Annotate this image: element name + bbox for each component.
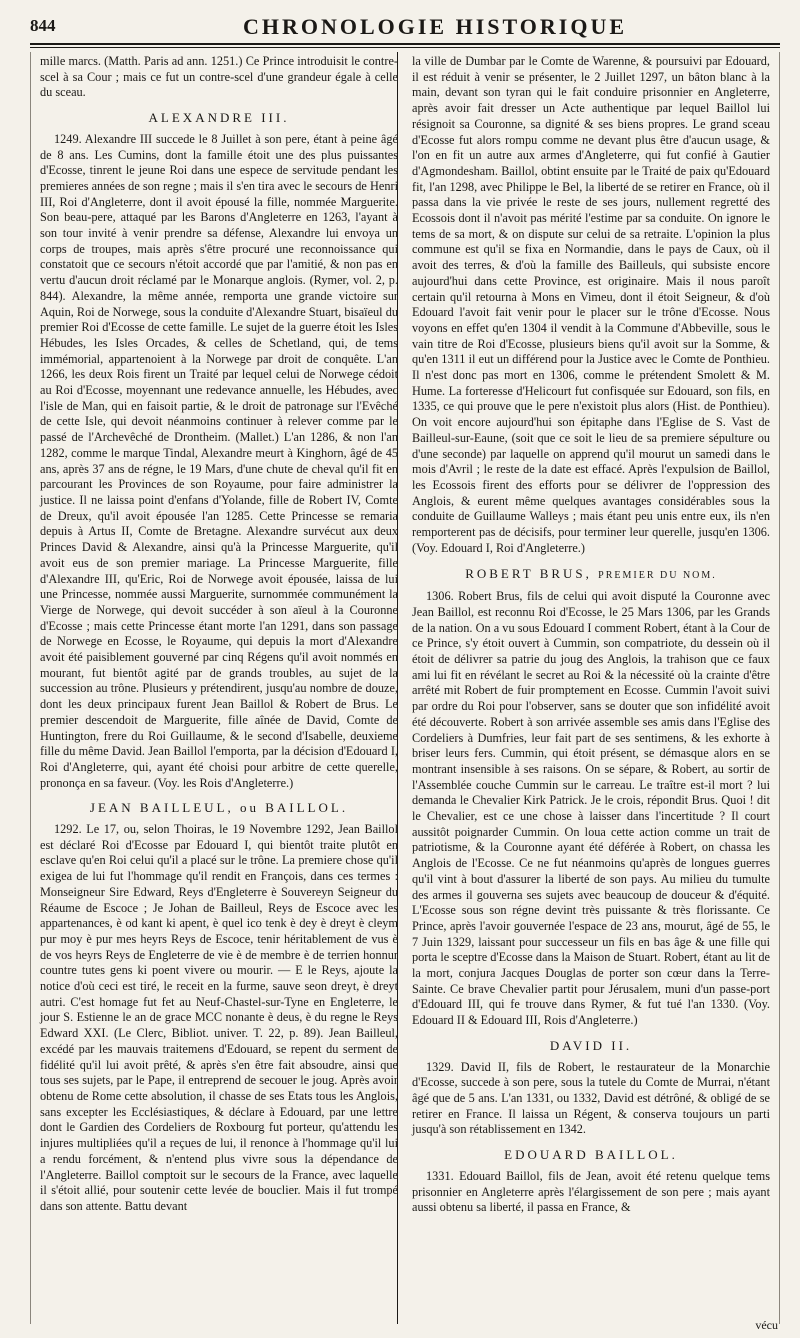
header-rule-thin [30,47,780,48]
left-column [40,54,398,1217]
right-column [412,54,770,1218]
section-title-david: DAVID II. [549,1037,633,1053]
catchword: vécu [755,1318,778,1332]
header-rule [30,43,780,45]
paragraph-jean-baillol: 1292. Le 17, ou, selon Thoiras, le 19 Novembre 1292, Jean Baillol est déclaré Roi d'Ecosse par Edouard I, qui bientôt traite plutôt en esclave qu'en Roi celui qu'il a placé sur le trône. La premiere chose qu'il exigea de lui fut l'hommage qu'il rendit en François, dans ces termes : Monseigneur Sire Edward, Reys d'Engleterre è Souvereyn Seigneur du Réaume de Escoce ; Je Johan de Bailleul, Reys de Escoce avec les appartenances, è od kant ki apent, è quel ico tenk è dey è dreyt è cleym pur moy è pur mes heyrs Reys de Escoce, tenir héritablement de vus è de vos heyrs Reys de Engleterre de vie è de membre è de terrien honnur countre tutes gens ki poent vivere ou mourir. — E le Reys, ajoute la notice d'où ceci est tiré, le receit en la furme, sauve seon dreyt, è dreyt autri. C'est homage fut fet au Neuf-Chastel-sur-Tyne en Engleterre, le jour S. Estienne le an de grace MCC nonante è deus, è du regne le Reys Edward XXI. (Le Clerc, Bibliot. univer. T. 22, p. 89). Jean Bailleul, excédé par les mauvais traitemens d'Edouard, se repent du serment de fidélité qu'il lui avoit prêté, & après s'en être fait absoudre, ainsi que tous ses sujets, par le Pape, il entreprend de secouer le joug. Après avoir obtenu de Rome cette absolution, il chasse de ses Etats tous les Anglois, sans excepter les Ecclésiastiques, & déclare à Edouard, par une lettre dont le Gardien des Cordeliers de Roxbourg fut porteur, qu'attendu les injures multipliées qu'il a reçues de lui, il renonce à l'hommage qu'il lui a rendu forcément, & n'entend plus vivre sous la dépendance de l'Angleterre. Baillol comptoit sur le secours de la France, avec laquelle il s'étoit allié, pour soutenir cette levée de bouclier. Mais il fut trompé dans son attente. Battu devant [40,822,398,1213]
section-title-alexandre: ALEXANDRE III. [148,110,290,126]
paragraph-alexandre: 1249. Alexandre III succede le 8 Juillet à son pere, étant à peine âgé de 8 ans. Les Cumins, dont la famille étoit une des plus puissantes d'Ecosse, tinrent le jeune Roi dans une espece de servitude pendant les premieres années de son regne ; mais il s'en tira avec le secours de Henri III, Roi d'Angleterre, dont il avoit épousé la fille, nommée Marguerite. Son beau-pere, attaqué par les Barons d'Angleterre en 1263, l'ayant à son tour invité à venir prendre sa défense, Alexandre lui envoya un corps de troupes, mais après s'être procuré une reconnoissance qui constatoit que ce secours n'étoit accordé que par l'amitié, & non pas en vertu d'aucun droit réclamé par le Monarque anglois. (Rymer, vol. 2, p. 844). Alexandre, la même année, remporta une grande victoire sur Aquin, Roi de Norwege, sous la conduite d'Alexandre Stuart, bisaïeul du premier Roi d'Ecosse de cette famille. Le sujet de la guerre étoit les Isles Hébudes, les Isles Orcades, & celles de Schetland, qui, de tems immémorial, appartenoient à la Norwege par droit de conquête. L'an 1266, les deux Rois firent un Traité par lequel celui de Norwege cédoit au Roi d'Ecosse, moyennant une redevance annuelle, les Hébudes, avec l'isle de Man, qui en faisoit partie, & le droit de patronage sur l'Evêché de cette Isle, qui devoit néanmoins continuer à relever comme par le passé de l'Archevêché de Drontheim. (Mallet.) L'an 1286, & non l'an 1282, comme le marque Tindal, Alexandre meurt à Kinghorn, âgé de 45 ans, après 37 ans de régne, le 19 Mars, d'une chute de cheval qu'il fit en parcourant les Provinces de son Royaume, pour faire administrer la justice. Il ne laissa point d'enfans d'Yolande, fille de Robert IV, Comte de Dreux, qu'il avoit épousée l'an 1285. Cette Princesse se remaria depuis à Artus II, Comte de Bretagne. Alexandre survécut aux deux Princes David & Alexandre, ainsi qu'à la Princesse Marguerite, qu'il avoit eus de son premier mariage. La Princesse Marguerite, fille d'Alexandre III, qu'Eric, Roi de Norwege avoit épousée, laissa de lui une Princesse, nommée aussi Marguerite, surnommée communément la Vierge de Norwege, qui devoit succéder à son aïeul à la Couronne d'Ecosse ; mais cette Princesse étant morte l'an 1291, dans son passage de Norwege en Ecosse, le Royaume, qui depuis la mort d'Alexandre avoit été paisiblement gouverné par cinq Régens qu'il avoit nommés en mourant, fut bientôt agité par de grands troubles, au sujet de la succession au trône. Plusieurs y prétendirent, jusqu'au nombre de douze, dont les deux principaux furent Jean Baillol & Robert de Brus. Le premier descendoit de Marguerite, fille aînée de David, Comte de Huntington, frere du Roi Guillaume, & le second d'Isabelle, deuxieme fille du même David. Jean Baillol l'emporta, par la décision d'Edouard I, Roi d'Angleterre, qui, ayant été choisi pour arbitre de cette querelle, prononça en sa faveur. (Voy. les Rois d'Angleterre.) [40,131,398,790]
robert-brus-subtitle: PREMIER DU NOM. [598,569,717,581]
paragraph-edouard-baillol: 1331. Edouard Baillol, fils de Jean, avoit été retenu quelque tems prisonnier en Angleterre après l'élargissement de son pere ; mais ayant aussi obtenu sa liberté, il passa en France, & [412,1168,770,1215]
intro-paragraph: mille marcs. (Matth. Paris ad ann. 1251.) Ce Prince introduisit le contre-scel à sa Cour ; mais ce fut un contre-scel d'une grandeur égale à celle du sceau. [40,54,398,100]
section-title-jean-baillol: JEAN BAILLEUL, ou BAILLOL. [89,800,349,816]
robert-brus-name: ROBERT BRUS, [465,565,592,581]
section-title-edouard-baillol: EDOUARD BAILLOL. [504,1147,678,1163]
running-title: CHRONOLOGIE HISTORIQUE [242,14,628,39]
paragraph-david: 1329. David II, fils de Robert, le restaurateur de la Monarchie d'Ecosse, succede à son pere, sous la tutele du Comte de Murrai, n'étant âgé que de 5 ans. L'an 1331, ou 1332, David est détrôné, & obligé de se retirer en France. Il laissa un Régent, & conserva toujours un parti jusqu'à son rétablissement en 1342. [412,1059,770,1137]
page-header [30,12,780,42]
right-margin-rule [779,52,780,1324]
left-margin-rule [30,52,31,1324]
paragraph-robert-brus: 1306. Robert Brus, fils de celui qui avoit disputé la Couronne avec Jean Baillol, est reconnu Roi d'Ecosse, le 25 Mars 1306, par les Grands de la nation. On a vu sous Edouard I comment Robert, étant à la Cour de ce Prince, s'y étoit ouvert à Cummin, son compatriote, du dessein où il étoit de délivrer sa patrie du joug des Anglois, la trahison que ce faux ami lui fit en révélant le secret au Roi & la nécessité où la crainte d'être arrêté mit Robert de fuir promptement en Ecosse. Cummin l'avoit suivi par ordre du Roi pour l'observer, sans se douter que son infidélité avoit été découverte. Robert à son arrivée assemble ses amis dans l'Eglise des Cordeliers à Dumfries, leur fait part de ses sentimens, & les exhorte à briser leurs fers. Cummin, qui étoit présent, se démasque alors en se montrant insensible à ses raisons. On se sépare, & Robert, au sortir de l'Assemblée couche Cummin sur le carreau. Le traître est-il mort ? lui demanda le Chevalier Kirk Patrick. Je le crois, répondit Brus. Quoi ! dit le Chevalier, est ce une chose à laisser dans l'incertitude ? Il court aussitôt poignarder Cummin. On loua cette action comme un trait de patriotisme, & la Couronne ayant été déférée à Robert, on chassa les Anglois de l'Ecosse. Ce ne fut néanmoins qu'après de longues guerres qu'il vint à bout d'assurer la liberté de son pays. Au milieu du tumulte des armes il gouverna ses sujets avec beaucoup de douceur & d'équité. L'Ecosse sous son régne devint très puissante & très florissante. Ce Prince, après l'avoir gouvernée l'espace de 23 ans, mourut, âgé de 55, le 7 Juin 1329, laissant pour successeur un fils en bas âge & une fille qui porta le sceptre d'Ecosse dans la Maison de Stuart. Robert, étant au lit de la mort, conjura Jacques Douglas de porter son cœur dans la Terre-Sainte. Ce brave Chevalier partit pour Jérusalem, muni d'un passe-port d'Edouard III, qui fe trouve dans Rymer, & fut tué l'an 1330. (Voy. Edouard II & Edouard III, Rois d'Angleterre.) [412,589,770,1028]
page-number: 844 [30,16,56,35]
section-title-robert-brus [412,566,770,584]
paragraph-baillol-continued: la ville de Dumbar par le Comte de Warenne, & poursuivi par Edouard, il est réduit à venir se présenter, le 2 Juillet 1297, un bâton blanc à la main, devant son tyran qui le fait conduire prisonnier en Angleterre, après avoir fait dresser un Acte authentique par lequel Baillol lui résignoit sa Couronne, sa dignité & ses biens propres. Le grand sceau d'Ecosse fut alors rompu comme ne devant plus être d'aucun usage, & l'on en fit un autre aux armes d'Angleterre, qui fut confié à Gautier d'Agmondesham. Baillol, obtint ensuite par le Traité de paix qu'Edouard fit, l'an 1298, avec Philippe le Bel, la liberté de se retirer en France, où il passa dans la vie privée le reste de ses jours, nullement regretté des Ecossois dont il n'avoit pas mérité l'estime par sa conduite. On ignore le tems de sa mort, & on dispute sur celui de sa retraite. L'opinion la plus commune est qu'il se fixa en Normandie, dans le pays de Caux, où il avoit des terres, & d'où la famille des Bailleuls, qui subsiste encore aujourd'hui dans cette Province, est originaire. Mais il nous paroît certain qu'il retourna à Mons en Vimeu, dont il étoit Seigneur, & d'où Edouard l'avoit fait venir pour le placer sur le trône d'Ecosse. Nous voyons en effet qu'en 1304 il vendit à la Commune d'Abbeville, sous le vain titre de Roi d'Ecosse, plusieurs biens qu'il avoit sur la Somme, & qu'en 1311 il eut un différend pour la Justice avec le Comte de Ponthieu. Il n'est donc pas mort en 1306, comme le prétendent Smolett & M. Hume. La forteresse d'Helicourt fut confisquée sur Edouard, son fils, en 1335, ce qui prouve que le pere n'existoit plus alors (Hist. de Ponthieu). On voit encore aujourd'hui son épitaphe dans l'Eglise de S. Vast de Bailleul-sur-Eaune, (soit que ce soit le lieu de sa premiere sépulture ou d'une seconde) par laquelle on apprend qu'il mourut un samedi dans le mois d'Avril ; le reste de la date est effacé. Après l'expulsion de Baillol, les Ecossois firent des efforts pour se délivrer de l'oppression des Anglois, & eurent même quelques avantages considérables sous la conduite de Guillaume Walleys ; mais étant peu unis entre eux, ils n'en remporterent pas de décisifs, pour terminer leur querelle, jusqu'en 1306. (Voy. Edouard I, Roi d'Angleterre.) [412,54,770,555]
